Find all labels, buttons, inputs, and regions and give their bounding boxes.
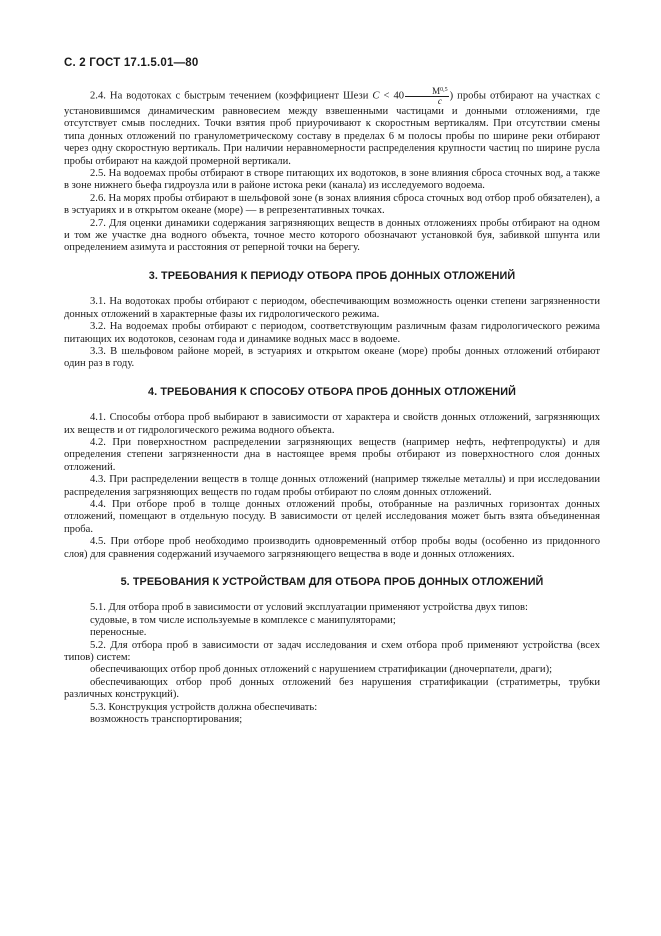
list-item-with-disruption: обеспечивающих отбор проб донных отложений с нарушением стратификации (дночерпатели, драги); [90, 664, 553, 676]
paragraph-5-1: 5.1. Для отбора проб в зависимости от условий эксплуатации применяют устройства двух типов: [90, 602, 528, 614]
chezy-var: C [372, 90, 380, 102]
paragraph-3-2: 3.2. На водоемах пробы отбирают с периодом, соответствующим различным фазам гидрологического режима питающих их водотоков, сезонам года и динамике водных масс в водоеме. [64, 321, 600, 345]
paragraph-4-2: 4.2. При поверхностном распределении загрязняющих веществ (например нефть, нефтепродукты) и для определения степени загрязненности дна в настоящее время пробы отбирают из поверхностного слоя донных отложений. [64, 436, 600, 473]
section-5-heading: 5. ТРЕБОВАНИЯ К УСТРОЙСТВАМ ДЛЯ ОТБОРА ПРОБ ДОННЫХ ОТЛОЖЕНИЙ [120, 576, 544, 588]
p2-4-lead: 2.4. На водотоках с быстрым течением (коэффициент Шези [90, 90, 373, 102]
paragraph-2-7: 2.7. Для оценки динамики содержания загрязняющих веществ в донных отложениях пробы отбирают на одном и том же участке дна водного объекта, точное место которого обозначают установкой буя, забивкой шпунта или определением азимута и расстояния от реперной точки на берегу. [64, 217, 600, 254]
p2-4-rest: ) пробы отбирают на участках с установившимся динамическим равновесием между взвешенными частицами и донными отложениями, где отсутствует смыв последних. Точки взятия проб приурочивают к скоростным вертикалям. При отсутствии смены типа донных отложений по гранулометрическому составу в пределах 6 м полосы пробы по ширине реки отбирают через одну скоростную вертикаль. При наличии неравномерности распределения крупности частиц по ширине русла пробы отбирают на каждой промерной вертикали. [64, 90, 600, 167]
paragraph-4-4: 4.4. При отборе проб в толще донных отложений пробы, отобранные на различных горизонтах донных отложений, помещают в отдельную посуду. В зависимости от целей исследования может быть взята объединенная проба. [64, 498, 600, 535]
paragraph-4-3: 4.3. При распределении веществ в толще донных отложений (например тяжелые металлы) и при исследовании распределения загрязняющих веществ по годам пробы отбирают по слоям донных отложений. [64, 474, 600, 498]
fraction-denominator: с [437, 96, 442, 106]
list-item-portable: переносные. [90, 627, 147, 639]
paragraph-5-2: 5.2. Для отбора проб в зависимости от задач исследования и схем отбора проб применяют устройства (всех типов) систем: [64, 639, 600, 664]
section-3-heading: 3. ТРЕБОВАНИЯ К ПЕРИОДУ ОТБОРА ПРОБ ДОННЫХ ОТЛОЖЕНИЙ [148, 269, 516, 282]
list-item-transportability: возможность транспортирования; [90, 714, 243, 726]
list-item-without-disruption: обеспечивающих отбор проб донных отложений без нарушения стратификации (стратиметры, трубки различных конструкций). [64, 676, 600, 701]
chezy-fraction [405, 86, 449, 106]
running-header: С. 2 ГОСТ 17.1.5.01—80 [64, 57, 199, 69]
paragraph-4-5: 4.5. При отборе проб необходимо производить одновременный отбор пробы воды (особенно из придонного слоя) для сравнения содержаний изучаемого загрязняющего вещества в воде и донных отложениях. [64, 536, 600, 560]
section-4-heading: 4. ТРЕБОВАНИЯ К СПОСОБУ ОТБОРА ПРОБ ДОННЫХ ОТЛОЖЕНИЙ [148, 385, 516, 398]
paragraph-2-4 [64, 86, 600, 168]
paragraph-3-3: 3.3. В шельфовом районе морей, в эстуариях и открытом океане (море) пробы донных отложений отбирают один раз в году. [64, 345, 600, 370]
fraction-numerator: М$^{0,5}$ [405, 86, 449, 97]
list-item-shipborne: судовые, в том числе используемые в комплексе с манипуляторами; [90, 614, 396, 626]
document-body [64, 86, 600, 726]
paragraph-2-6: 2.6. На морях пробы отбирают в шельфовой зоне (в зонах влияния сброса сточных вод отбор проб обязателен), а в эстуариях и в открытом океане (море) — в репрезентативных точках. [64, 192, 600, 217]
chezy-lt: < 40 [379, 90, 405, 102]
paragraph-5-3: 5.3. Конструкция устройств должна обеспечивать: [90, 701, 318, 713]
paragraph-4-1: 4.1. Способы отбора проб выбирают в зависимости от характера и свойств донных отложений, загрязняющих их веществ и от гидрологического режима водного объекта. [64, 412, 600, 436]
paragraph-2-5: 2.5. На водоемах пробы отбирают в створе питающих их водотоков, в зоне влияния сброса сточных вод, а также в зоне нижнего бьефа гидроузла или в районе истока реки (канала) из исследуемого водоема. [64, 168, 600, 192]
paragraph-3-1: 3.1. На водотоках пробы отбирают с периодом, обеспечивающим возможность оценки степени загрязненности донных отложений в характерные фазы их гидрологического режима. [64, 296, 600, 320]
